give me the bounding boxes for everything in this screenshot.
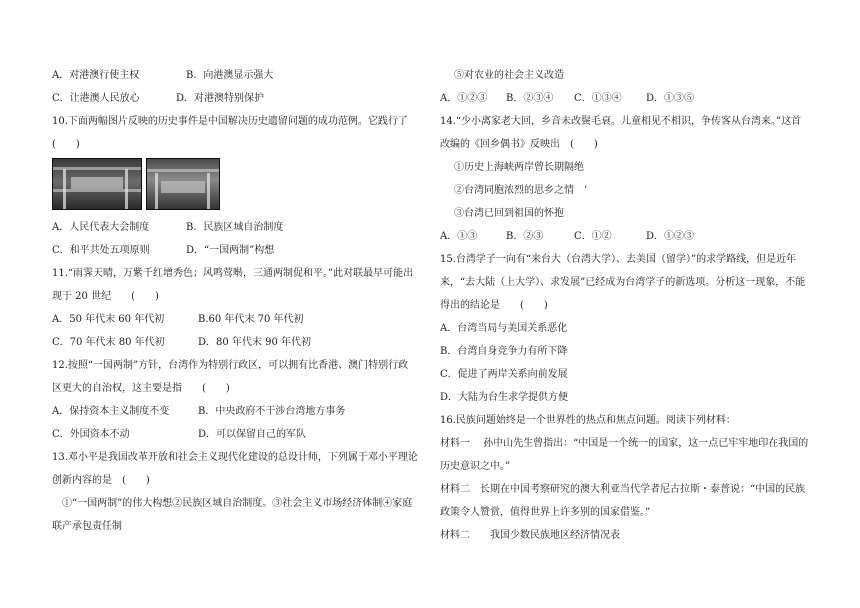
q11-stem-2: 现于 20 世纪 ( ) bbox=[52, 291, 159, 302]
q11-option-d: D．80 年代末 90 年代初 bbox=[198, 337, 312, 348]
q14-option-c: C．①② bbox=[574, 231, 612, 242]
q14-stem-1: 14.“少小离家老大回，乡音未改鬓毛衰。儿童相见不相识，争传客从台湾来。”这首 bbox=[440, 116, 802, 127]
q15-option-c: C．促进了两岸关系向前发展 bbox=[440, 369, 568, 380]
q10-option-d: D．“一国两制”构想 bbox=[186, 245, 275, 256]
q13-item-2: 联产承包责任制 bbox=[52, 521, 122, 532]
q14-option-a: A．①③ bbox=[440, 231, 478, 242]
q13-stem-1: 13.邓小平是我国改革开放和社会主义现代化建设的总设计师，下列属于邓小平理论 bbox=[52, 452, 418, 463]
q13-options-row bbox=[440, 87, 820, 110]
q10-options-row-1 bbox=[52, 216, 422, 239]
q16-material-3: 材料二 我国少数民族地区经济情况表 bbox=[440, 530, 620, 541]
q12-option-a: A．保持资本主义制度不变 bbox=[52, 406, 170, 417]
q14-option-d: D．①②③ bbox=[646, 231, 695, 242]
q15-option-b: B．台湾自身竞争力有所下降 bbox=[440, 346, 568, 357]
q16-material-2-line-1: 材料二 长期在中国考察研究的澳大利亚当代学者尼古拉斯・泰普说：“中国的民族 bbox=[440, 484, 806, 495]
q13-option-a: A．①②③ bbox=[440, 93, 488, 104]
q10-photo-2 bbox=[146, 158, 220, 210]
q12-options-row-1 bbox=[52, 400, 422, 423]
q16-stem: 16.民族问题始终是一个世界性的热点和焦点问题。阅读下列材料： bbox=[440, 415, 736, 426]
right-column bbox=[440, 64, 820, 547]
q14-item-1: ①历史上海峡两岸曾长期隔绝 bbox=[454, 162, 584, 173]
q14-item-2: ②台湾同胞浓烈的思乡之情 ’ bbox=[454, 185, 588, 196]
q10-bracket: ( ) bbox=[52, 139, 80, 150]
q14-option-b: B．②③ bbox=[506, 231, 544, 242]
q11-option-a: A．50 年代末 60 年代初 bbox=[52, 314, 165, 325]
q10-options-row-2 bbox=[52, 239, 422, 262]
q16-material-1-line-1: 材料一 孙中山先生曾指出：“中国是一个统一的国家，这一点已牢牢地印在我国的 bbox=[440, 438, 809, 449]
q13-item-1: ①“一国两制”的伟大构想②民族区域自治制度。③社会主义市场经济体制④家庭 bbox=[62, 498, 413, 509]
q11-options-row-2 bbox=[52, 331, 422, 354]
q11-options-row-1 bbox=[52, 308, 422, 331]
q13-stem-2: 创新内容的是 ( ) bbox=[52, 475, 150, 486]
q14-item-3: ③台湾已回到祖国的怀抱 bbox=[454, 208, 564, 219]
q14-stem-2: 改编的《回乡偶书》反映出 ( ) bbox=[440, 139, 598, 150]
left-column bbox=[52, 64, 422, 538]
q12-option-c: C．外国资本不动 bbox=[52, 429, 130, 440]
q13-option-d: D．①③⑤ bbox=[646, 93, 695, 104]
q10-images bbox=[52, 158, 422, 212]
q15-stem-3: 得出的结论是 ( ) bbox=[440, 300, 548, 311]
q11-option-c: C．70 年代末 80 年代初 bbox=[52, 337, 165, 348]
q12-stem-2: 区更大的自治权，这主要是指 ( ) bbox=[52, 383, 230, 394]
q15-option-d: D．大陆为台生求学提供方便 bbox=[440, 392, 569, 403]
q11-stem-1: 11.“雨霁天晴，万紫千红增秀色；风鸣莺啭，三通两制促和平。”此对联最早可能出 bbox=[52, 268, 414, 279]
q12-option-b: B．中央政府不干涉台湾地方事务 bbox=[198, 406, 346, 417]
q12-option-d: D．可以保留自己的军队 bbox=[198, 429, 307, 440]
q9-option-c: C．让港澳人民放心 bbox=[52, 93, 140, 104]
q9-option-a: A．对港澳行使主权 bbox=[52, 70, 140, 81]
q14-options-row bbox=[440, 225, 820, 248]
q11-option-b: B.60 年代末 70 年代初 bbox=[198, 314, 304, 325]
q10-option-b: B．民族区域自治制度 bbox=[186, 222, 284, 233]
q15-stem-2: 来，“去大陆（上大学）、求发展”已经成为台湾学子的新选项。分析这一现象，不能 bbox=[440, 277, 806, 288]
q9-options-row-1 bbox=[52, 64, 422, 87]
q12-stem-1: 12.按照“一国两制”方针，台湾作为特别行政区，可以拥有比香港、澳门特别行政 bbox=[52, 360, 409, 371]
q10-stem: 10.下面两幅图片反映的历史事件是中国解决历史遗留问题的成功范例。它践行了 bbox=[52, 116, 408, 127]
q10-option-a: A．人民代表大会制度 bbox=[52, 222, 150, 233]
q13-item-5: ⑤对农业的社会主义改造 bbox=[454, 70, 564, 81]
q13-option-b: B．②③④ bbox=[506, 93, 554, 104]
q15-stem-1: 15.台湾学子一向有“来台大（台湾大学）、去美国（留学）”的求学路线，但是近年 bbox=[440, 254, 797, 265]
q9-option-b: B．向港澳显示强大 bbox=[186, 70, 274, 81]
q10-option-c: C．和平共处五项原则 bbox=[52, 245, 150, 256]
q9-option-d: D．对港澳特别保护 bbox=[176, 93, 265, 104]
q13-option-c: C．①③④ bbox=[574, 93, 622, 104]
q16-material-1-line-2: 历史意识之中。” bbox=[440, 461, 511, 472]
q10-photo-1 bbox=[52, 158, 142, 210]
q9-options-row-2 bbox=[52, 87, 422, 110]
q12-options-row-2 bbox=[52, 423, 422, 446]
q16-material-2-line-2: 政策令人赞赏，值得世界上许多别的国家借鉴。” bbox=[440, 507, 651, 518]
q15-option-a: A．台湾当局与美国关系恶化 bbox=[440, 323, 568, 334]
